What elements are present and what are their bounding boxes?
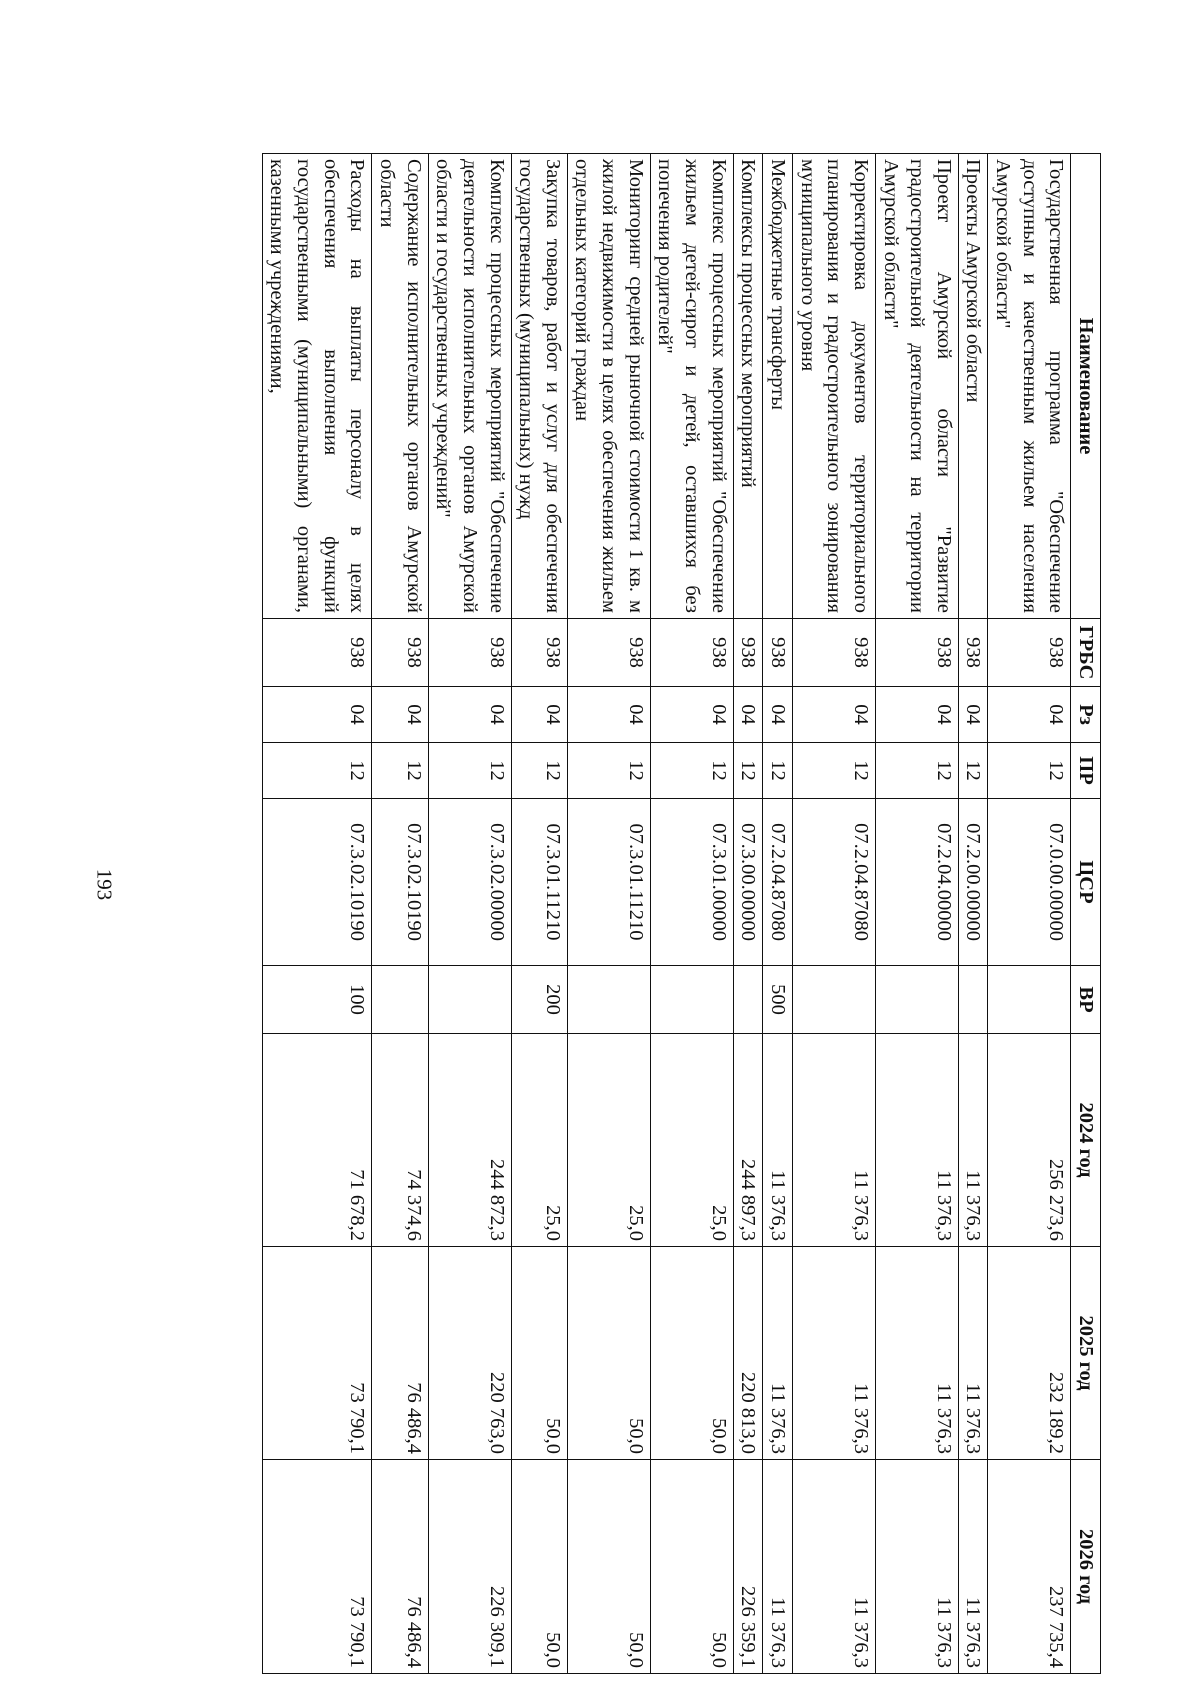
cell-csr: 07.3.00.00000 (733, 799, 763, 966)
cell-2026: 73 790,1 (262, 1460, 372, 1674)
cell-2024: 244 872,3 (428, 1034, 511, 1247)
cell-name: Межбюджетные трансферты (763, 154, 793, 619)
table-body (262, 154, 1071, 1674)
cell-csr: 07.3.01.11210 (567, 799, 650, 966)
cell-pr: 12 (733, 743, 763, 799)
cell-rz: 04 (650, 687, 733, 743)
cell-vr (958, 966, 988, 1034)
cell-vr (372, 966, 428, 1034)
header-2024: 2024 год (1071, 1034, 1101, 1247)
header-pr: ПР (1071, 743, 1101, 799)
cell-grbs: 938 (988, 619, 1071, 687)
cell-grbs: 938 (567, 619, 650, 687)
header-name: Наименование (1071, 154, 1101, 619)
table-row (262, 154, 372, 1674)
cell-pr: 12 (262, 743, 372, 799)
cell-name: Мониторинг средней рыночной стоимости 1 кв. м жилой недвижимости в целях обеспечения жильем отдельных категорий граждан (567, 154, 650, 619)
cell-pr: 12 (372, 743, 428, 799)
cell-2025: 50,0 (567, 1247, 650, 1460)
cell-vr (875, 966, 958, 1034)
cell-grbs: 938 (428, 619, 511, 687)
cell-csr: 07.2.04.00000 (875, 799, 958, 966)
cell-2024: 25,0 (650, 1034, 733, 1247)
cell-csr: 07.3.02.10190 (372, 799, 428, 966)
cell-2024: 11 376,3 (875, 1034, 958, 1247)
cell-2025: 73 790,1 (262, 1247, 372, 1460)
cell-rz: 04 (763, 687, 793, 743)
page-number: 193 (92, 868, 117, 901)
cell-csr: 07.2.04.87080 (792, 799, 875, 966)
cell-csr: 07.2.04.87080 (763, 799, 793, 966)
cell-2026: 11 376,3 (763, 1460, 793, 1674)
cell-name: Государственная программа "Обеспечение доступным и качественным жильем населения Амурской области" (988, 154, 1071, 619)
cell-2024: 256 273,6 (988, 1034, 1071, 1247)
cell-vr (428, 966, 511, 1034)
table-row (958, 154, 988, 1674)
cell-rz: 04 (733, 687, 763, 743)
cell-csr: 07.3.02.10190 (262, 799, 372, 966)
cell-pr: 12 (763, 743, 793, 799)
cell-pr: 12 (988, 743, 1071, 799)
cell-pr: 12 (511, 743, 567, 799)
table-row (792, 154, 875, 1674)
cell-2026: 226 359,1 (733, 1460, 763, 1674)
cell-name: Закупка товаров, работ и услуг для обеспечения государственных (муниципальных) нужд (511, 154, 567, 619)
header-vr: ВР (1071, 966, 1101, 1034)
cell-2025: 50,0 (650, 1247, 733, 1460)
rotated-table-container (171, 153, 1101, 1673)
cell-rz: 04 (428, 687, 511, 743)
header-rz: Рз (1071, 687, 1101, 743)
cell-pr: 12 (567, 743, 650, 799)
cell-csr: 07.3.01.00000 (650, 799, 733, 966)
cell-2025: 220 813,0 (733, 1247, 763, 1460)
table-row (428, 154, 511, 1674)
table-row (875, 154, 958, 1674)
cell-vr: 500 (763, 966, 793, 1034)
cell-2025: 220 763,0 (428, 1247, 511, 1460)
cell-2024: 71 678,2 (262, 1034, 372, 1247)
cell-2025: 11 376,3 (958, 1247, 988, 1460)
cell-grbs: 938 (958, 619, 988, 687)
table-header-row (1071, 154, 1101, 1674)
cell-2026: 50,0 (567, 1460, 650, 1674)
cell-2026: 237 735,4 (988, 1460, 1071, 1674)
table-row (567, 154, 650, 1674)
cell-rz: 04 (792, 687, 875, 743)
cell-2024: 244 897,3 (733, 1034, 763, 1247)
cell-name: Комплекс процессных мероприятий "Обеспечение деятельности исполнительных органов Амурской области и государственных учреждений" (428, 154, 511, 619)
cell-pr: 12 (875, 743, 958, 799)
cell-2026: 50,0 (511, 1460, 567, 1674)
cell-2026: 226 309,1 (428, 1460, 511, 1674)
cell-grbs: 938 (792, 619, 875, 687)
cell-csr: 07.2.00.00000 (958, 799, 988, 966)
cell-vr (650, 966, 733, 1034)
table-row (511, 154, 567, 1674)
table-row (763, 154, 793, 1674)
cell-2024: 11 376,3 (958, 1034, 988, 1247)
cell-rz: 04 (958, 687, 988, 743)
cell-grbs: 938 (650, 619, 733, 687)
cell-rz: 04 (875, 687, 958, 743)
cell-csr: 07.0.00.00000 (988, 799, 1071, 966)
cell-grbs: 938 (262, 619, 372, 687)
table-row (650, 154, 733, 1674)
header-2025: 2025 год (1071, 1247, 1101, 1460)
cell-name: Комплексы процессных мероприятий (733, 154, 763, 619)
cell-2026: 76 486,4 (372, 1460, 428, 1674)
budget-table (262, 153, 1101, 1674)
cell-2024: 11 376,3 (792, 1034, 875, 1247)
cell-vr (792, 966, 875, 1034)
cell-2024: 25,0 (567, 1034, 650, 1247)
cell-vr (733, 966, 763, 1034)
cell-rz: 04 (567, 687, 650, 743)
header-grbs: ГРБС (1071, 619, 1101, 687)
cell-vr: 100 (262, 966, 372, 1034)
table-row (733, 154, 763, 1674)
cell-grbs: 938 (875, 619, 958, 687)
cell-2025: 232 189,2 (988, 1247, 1071, 1460)
cell-rz: 04 (372, 687, 428, 743)
cell-name: Содержание исполнительных органов Амурской области (372, 154, 428, 619)
cell-rz: 04 (262, 687, 372, 743)
cell-name: Проекты Амурской области (958, 154, 988, 619)
cell-2025: 76 486,4 (372, 1247, 428, 1460)
cell-name: Комплекс процессных мероприятий "Обеспечение жильем детей-сирот и детей, оставшихся без попечения родителей" (650, 154, 733, 619)
cell-pr: 12 (792, 743, 875, 799)
table-row (372, 154, 428, 1674)
table-row (988, 154, 1071, 1674)
cell-2024: 25,0 (511, 1034, 567, 1247)
cell-2026: 50,0 (650, 1460, 733, 1674)
cell-2026: 11 376,3 (792, 1460, 875, 1674)
cell-2025: 50,0 (511, 1247, 567, 1460)
cell-2024: 74 374,6 (372, 1034, 428, 1247)
cell-grbs: 938 (733, 619, 763, 687)
cell-grbs: 938 (511, 619, 567, 687)
cell-2025: 11 376,3 (875, 1247, 958, 1460)
cell-2026: 11 376,3 (875, 1460, 958, 1674)
cell-grbs: 938 (763, 619, 793, 687)
cell-csr: 07.3.02.00000 (428, 799, 511, 966)
header-csr: ЦСР (1071, 799, 1101, 966)
cell-vr: 200 (511, 966, 567, 1034)
cell-name: Проект Амурской области "Развитие градостроительной деятельности на территории Амурской области" (875, 154, 958, 619)
cell-2025: 11 376,3 (792, 1247, 875, 1460)
cell-pr: 12 (428, 743, 511, 799)
cell-name: Расходы на выплаты персоналу в целях обеспечения выполнения функций государственными (муниципальными) органами, казенными учреждениями, (262, 154, 372, 619)
cell-rz: 04 (988, 687, 1071, 743)
cell-2025: 11 376,3 (763, 1247, 793, 1460)
cell-2026: 11 376,3 (958, 1460, 988, 1674)
cell-pr: 12 (650, 743, 733, 799)
cell-rz: 04 (511, 687, 567, 743)
cell-vr (988, 966, 1071, 1034)
cell-csr: 07.3.01.11210 (511, 799, 567, 966)
header-2026: 2026 год (1071, 1460, 1101, 1674)
cell-grbs: 938 (372, 619, 428, 687)
cell-2024: 11 376,3 (763, 1034, 793, 1247)
cell-pr: 12 (958, 743, 988, 799)
cell-vr (567, 966, 650, 1034)
cell-name: Корректировка документов территориального планирования и градостроительного зонирования муниципального уровня (792, 154, 875, 619)
